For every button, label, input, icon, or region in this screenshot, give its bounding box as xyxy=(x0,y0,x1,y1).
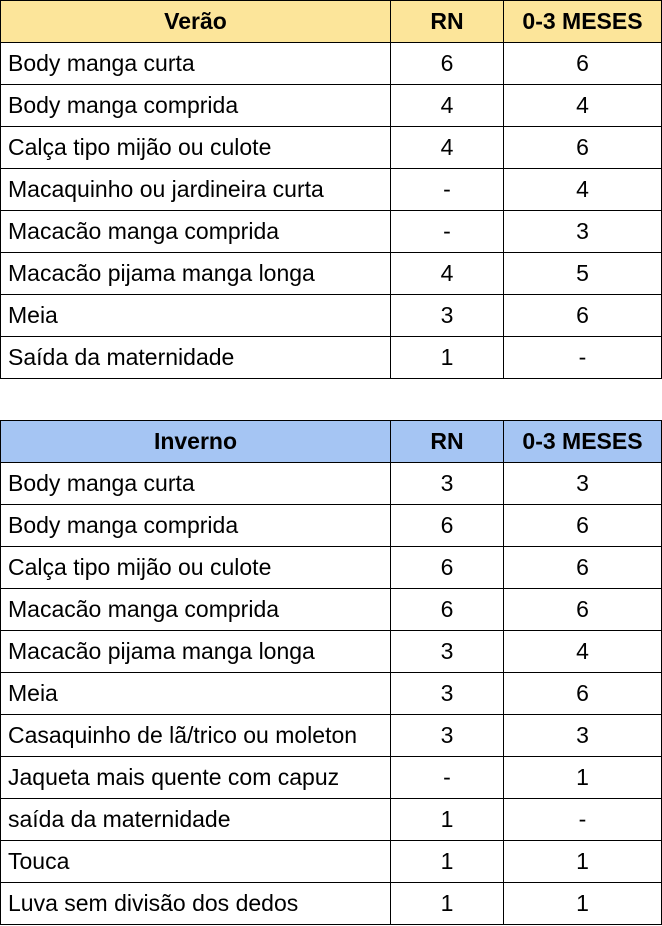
table-row xyxy=(1,883,662,925)
rn-quantity: - xyxy=(391,169,504,211)
0-3-months-quantity: 4 xyxy=(504,85,662,127)
0-3-months-quantity: 6 xyxy=(504,295,662,337)
summer-title: Verão xyxy=(1,1,391,43)
summer-table xyxy=(0,0,662,379)
rn-quantity: 3 xyxy=(391,295,504,337)
table-row xyxy=(1,631,662,673)
item-name: Calça tipo mijão ou culote xyxy=(1,547,391,589)
table-row xyxy=(1,85,662,127)
item-name: Macacão manga comprida xyxy=(1,589,391,631)
rn-quantity: 6 xyxy=(391,547,504,589)
0-3-months-quantity: 1 xyxy=(504,757,662,799)
table-row xyxy=(1,715,662,757)
rn-quantity: 3 xyxy=(391,673,504,715)
0-3-months-quantity: 5 xyxy=(504,253,662,295)
summer-col-rn: RN xyxy=(391,1,504,43)
table-row xyxy=(1,799,662,841)
table-row xyxy=(1,127,662,169)
rn-quantity: - xyxy=(391,757,504,799)
rn-quantity: 1 xyxy=(391,883,504,925)
item-name: Body manga comprida xyxy=(1,505,391,547)
winter-header-row xyxy=(1,421,662,463)
0-3-months-quantity: - xyxy=(504,799,662,841)
table-row xyxy=(1,337,662,379)
0-3-months-quantity: 6 xyxy=(504,505,662,547)
table-row xyxy=(1,547,662,589)
table-row xyxy=(1,43,662,85)
rn-quantity: 3 xyxy=(391,715,504,757)
winter-table xyxy=(0,420,662,925)
0-3-months-quantity: 4 xyxy=(504,169,662,211)
0-3-months-quantity: 6 xyxy=(504,547,662,589)
0-3-months-quantity: 6 xyxy=(504,127,662,169)
rn-quantity: 4 xyxy=(391,253,504,295)
0-3-months-quantity: 3 xyxy=(504,715,662,757)
0-3-months-quantity: 6 xyxy=(504,673,662,715)
item-name: Touca xyxy=(1,841,391,883)
table-row xyxy=(1,211,662,253)
rn-quantity: - xyxy=(391,211,504,253)
0-3-months-quantity: 3 xyxy=(504,211,662,253)
item-name: Luva sem divisão dos dedos xyxy=(1,883,391,925)
item-name: Body manga comprida xyxy=(1,85,391,127)
rn-quantity: 6 xyxy=(391,43,504,85)
item-name: Macacão pijama manga longa xyxy=(1,253,391,295)
item-name: Casaquinho de lã/trico ou moleton xyxy=(1,715,391,757)
winter-col-rn: RN xyxy=(391,421,504,463)
winter-title: Inverno xyxy=(1,421,391,463)
0-3-months-quantity: 6 xyxy=(504,43,662,85)
rn-quantity: 4 xyxy=(391,85,504,127)
item-name: Body manga curta xyxy=(1,463,391,505)
rn-quantity: 4 xyxy=(391,127,504,169)
item-name: Saída da maternidade xyxy=(1,337,391,379)
0-3-months-quantity: - xyxy=(504,337,662,379)
table-row xyxy=(1,169,662,211)
item-name: saída da maternidade xyxy=(1,799,391,841)
item-name: Body manga curta xyxy=(1,43,391,85)
table-row xyxy=(1,589,662,631)
item-name: Macacão manga comprida xyxy=(1,211,391,253)
item-name: Calça tipo mijão ou culote xyxy=(1,127,391,169)
table-row xyxy=(1,757,662,799)
0-3-months-quantity: 3 xyxy=(504,463,662,505)
0-3-months-quantity: 1 xyxy=(504,883,662,925)
rn-quantity: 3 xyxy=(391,631,504,673)
item-name: Meia xyxy=(1,295,391,337)
table-row xyxy=(1,505,662,547)
item-name: Meia xyxy=(1,673,391,715)
table-row xyxy=(1,295,662,337)
table-row xyxy=(1,841,662,883)
rn-quantity: 1 xyxy=(391,799,504,841)
0-3-months-quantity: 6 xyxy=(504,589,662,631)
rn-quantity: 6 xyxy=(391,505,504,547)
winter-col-0-3-months: 0-3 MESES xyxy=(504,421,662,463)
summer-header-row xyxy=(1,1,662,43)
rn-quantity: 6 xyxy=(391,589,504,631)
summer-col-0-3-months: 0-3 MESES xyxy=(504,1,662,43)
item-name: Jaqueta mais quente com capuz xyxy=(1,757,391,799)
table-row xyxy=(1,253,662,295)
table-row xyxy=(1,673,662,715)
rn-quantity: 1 xyxy=(391,841,504,883)
0-3-months-quantity: 1 xyxy=(504,841,662,883)
item-name: Macacão pijama manga longa xyxy=(1,631,391,673)
0-3-months-quantity: 4 xyxy=(504,631,662,673)
table-row xyxy=(1,463,662,505)
item-name: Macaquinho ou jardineira curta xyxy=(1,169,391,211)
rn-quantity: 1 xyxy=(391,337,504,379)
rn-quantity: 3 xyxy=(391,463,504,505)
